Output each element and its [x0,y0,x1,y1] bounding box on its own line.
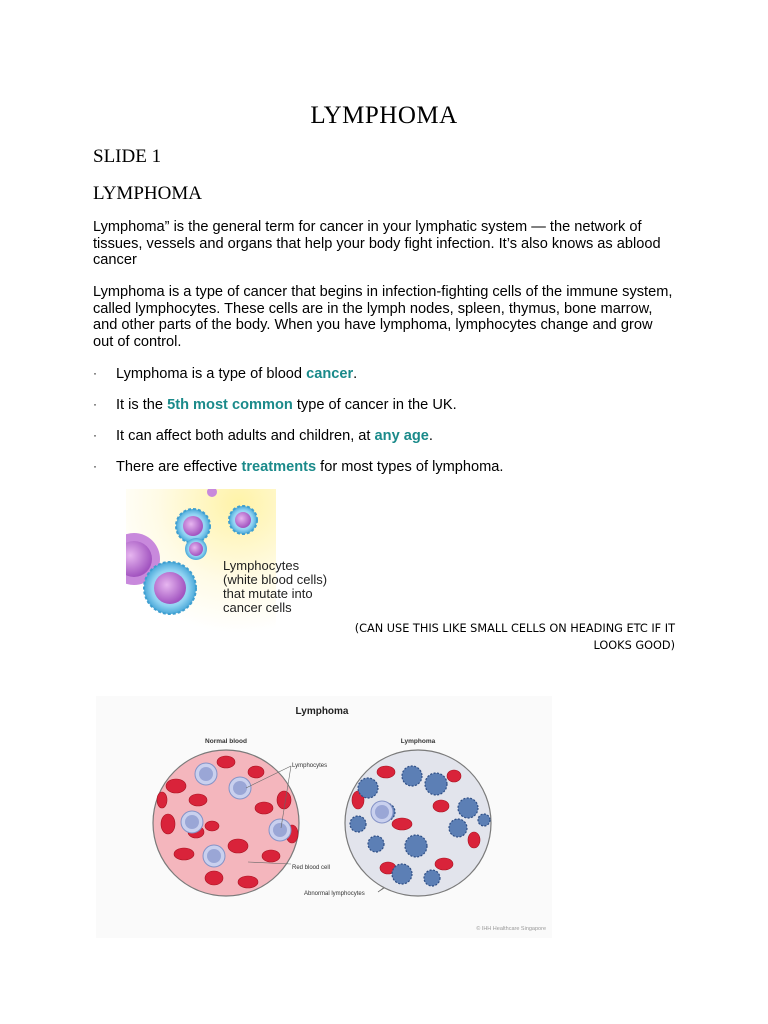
bullet-dot: · [93,366,97,380]
bullet-text: It can affect both adults and children, at [116,428,375,444]
normal-blood-label: Normal blood [205,738,247,745]
image-credit: © IHH Healthcare Singapore [476,926,546,932]
editor-note: (CAN USE THIS LIKE SMALL CELLS ON HEADING ETC IF IT LOOKS GOOD) [354,622,675,652]
red-blood-cell-label: Red blood cell [292,865,331,871]
illustration-caption-line: cancer cells [223,600,292,615]
slide-label: SLIDE 1 [93,146,162,167]
bullet-dot: · [93,459,97,473]
abnormal-lymphocytes-label: Abnormal lymphocytes [304,891,365,897]
illustration-caption-line: Lymphocytes [223,558,300,573]
highlight-link[interactable]: treatments [241,459,317,475]
lymphocyte-cell [176,509,210,543]
bullet-dot: · [93,397,97,411]
lymphocytes-illustration [126,489,352,633]
bullet-text: There are effective [116,459,242,475]
diagram-title: Lymphoma [295,706,349,717]
lymphocytes-label: Lymphocytes [292,763,328,769]
lymphoma-label: Lymphoma [400,738,436,745]
lymphocyte-cell [185,538,207,560]
illustration-caption-line: (white blood cells) [223,572,328,587]
lymphoma-blood-sample [345,750,491,896]
bullet-text: type of cancer in the UK. [292,397,457,413]
section-heading: LYMPHOMA [93,183,202,204]
intro-paragraph: Lymphoma” is the general term for cancer in your lymphatic system — the network of tissues, vessels and organs that help your body fight infection. It’s also knows as ablood cancer [93,219,661,269]
highlight-link[interactable]: cancer [306,366,354,382]
bullet-text: It is the [116,397,168,413]
bullet-text: for most types of lymphoma. [316,459,504,475]
normal-blood-sample [153,750,299,896]
bullet-text: . [428,428,433,444]
lymphocyte-nucleus [375,805,389,819]
bullet-dot: · [93,428,97,442]
bullet-text: . [353,366,358,382]
highlight-link[interactable]: any age [374,428,429,444]
lymphocyte-cell [144,562,196,614]
bullet-text: Lymphoma is a type of blood [116,366,307,382]
blood-comparison-diagram [96,696,552,938]
highlight-link[interactable]: 5th most common [167,397,293,413]
lymphocyte-cell [229,506,257,534]
definition-paragraph: Lymphoma is a type of cancer that begins in infection-fighting cells of the immune system, called lymphocytes. These cells are in the lymph nodes, spleen, thymus, bone marrow, and other parts of the body. When you have lymphoma, lymphocytes change and grow out of control. [93,284,673,350]
document-title: LYMPHOMA [310,102,458,129]
illustration-caption-line: that mutate into [223,586,313,601]
